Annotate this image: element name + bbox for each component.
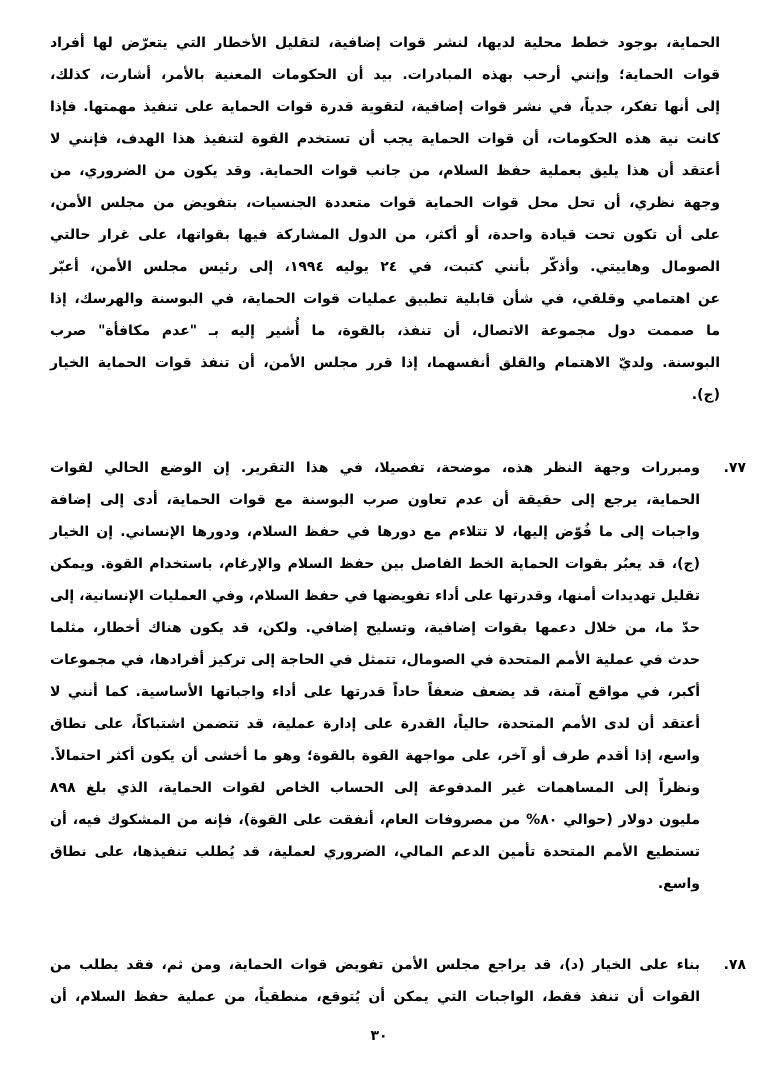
text-line: أعتقد أن لدى الأمم المتحدة، حالياً، القدرة على إدارة عملية، قد تتضمن اشتباكاً، على نطاق xyxy=(50,716,700,732)
paragraph-continued xyxy=(50,27,720,411)
paragraph-number: ٧٨. xyxy=(723,957,746,973)
text-line: بناء على الخيار (د)، قد يراجع مجلس الأمن تفويض قوات الحماية، ومن ثم، فقد يطلب من xyxy=(50,957,700,973)
text-line: ومبررات وجهة النظر هذه، موضحة، تفصيلا، في هذا التقرير. إن الوضع الحالي لقوات xyxy=(50,460,700,476)
text-line: ونظراً إلى المساهمات غير المدفوعة إلى الحساب الخاص لقوات الحماية، الذي بلغ ٨٩٨ xyxy=(50,780,700,796)
text-line: تستطيع الأمم المتحدة تأمين الدعم المالي، الضروري لعملية، قد يُطلب تنفيذها، على نطاق xyxy=(50,844,700,860)
text-line: وجهة نظري، أن تحل محل قوات الحماية قوات متعددة الجنسيات، بتفويض من مجلس الأمن، xyxy=(50,195,720,211)
text-line: تقليل تهديدات أمنها، وقدرتها على أداء تفويضها في حفظ السلام، وفي العمليات الإنسانية، إلى xyxy=(50,588,700,604)
text-line: واسع، إذا أقدم طرف أو آخر، على مواجهة القوة بالقوة؛ وهو ما أخشى أن يكون أكثر احتمالاً. xyxy=(50,748,700,764)
text-line: الحماية، يرجع إلى حقيقة أن عدم تعاون صرب البوسنة مع قوات الحماية، أدى إلى إضافة xyxy=(50,492,700,508)
text-line: أكبر، في مواقع آمنة، قد يضعف ضعفاً حاداً قدرتها على أداء واجباتها الأساسية. كما أنني لا xyxy=(50,684,700,700)
paragraph-77 xyxy=(50,452,746,900)
text-line: واجبات إلى ما فُوّض إليها، لا تتلاءم مع دورها في حفظ السلام، ودورها الإنساني. إن الخيار xyxy=(50,524,700,540)
text-line: الحماية، بوجود خطط محلية لديها، لنشر قوات إضافية، لتقليل الأخطار التي يتعرّض لها أفراد xyxy=(50,35,720,51)
text-line: كانت نية هذه الحكومات، أن قوات الحماية يجب أن تستخدم القوة لتنفيذ هذا الهدف، فإنني لا xyxy=(50,131,720,147)
text-line: أعتقد أن هذا يليق بعملية حفظ السلام، من جانب قوات الحماية. وقد يكون من الضروري، من xyxy=(50,163,720,179)
text-line: ما صممت دول مجموعة الاتصال، أن تنفذ، بالقوة، ما أُشير إليه بـ "عدم مكافأة" صرب xyxy=(50,323,720,339)
text-line: البوسنة. ولديّ الاهتمام والقلق أنفسهما، إذا قرر مجلس الأمن، أن تنفذ قوات الحماية الخيار xyxy=(50,355,720,371)
text-line: الصومال وهاييتي. وأذكّر بأنني كتبت، في ٢٤ يوليه ١٩٩٤، إلى رئيس مجلس الأمن، أعبّر xyxy=(50,259,720,275)
text-line: واسع. xyxy=(657,876,700,892)
text-line: عن اهتمامي وقلقي، في شأن قابلية تطبيق عمليات قوات الحماية، في البوسنة والهرسك، إذا xyxy=(50,291,720,307)
text-line: (ج). xyxy=(691,387,720,403)
text-line: على أن تكون تحت قيادة واحدة، أو أكثر، من الدول المشاركة فيها بقواتها، على غرار حالتي xyxy=(50,227,720,243)
text-line: مليون دولار (حوالي ٨٠% من مصروفات العام، أنفقت على القوة)، فإنه من المشكوك فيه، أن xyxy=(50,812,700,828)
text-line: حدّ ما، من خلال دعمها بقوات إضافية، وتسليح إضافي. ولكن، قد يكون هناك أخطار، مثلما xyxy=(50,620,700,636)
paragraph-number: ٧٧. xyxy=(723,460,746,476)
paragraph-78 xyxy=(50,949,746,1013)
page-number: ٣٠ xyxy=(370,1028,388,1044)
text-line: إلى أنها تفكر، جدياً، في نشر قوات إضافية، لتقوية قدرة قوات الحماية على تنفيذ مهمتها. فإذا xyxy=(50,99,720,115)
text-line: حدث في عملية الأمم المتحدة في الصومال، تتمثل في الحاجة إلى تركيز أفرادها، في مجموعات xyxy=(50,652,700,668)
text-line: القوات أن تنفذ فقط، الواجبات التي يمكن أن يُتوقع، منطقياً، من عملية حفظ السلام، أن xyxy=(50,989,700,1005)
text-line: (ج)، قد يعبُر بقوات الحماية الخط الفاصل بين حفظ السلام والإرغام، باستخدام القوة. ويمكن xyxy=(50,556,700,572)
text-line: قوات الحماية؛ وإنني أرحب بهذه المبادرات. بيد أن الحكومات المعنية بالأمر، أشارت، كذلك، xyxy=(50,67,720,83)
